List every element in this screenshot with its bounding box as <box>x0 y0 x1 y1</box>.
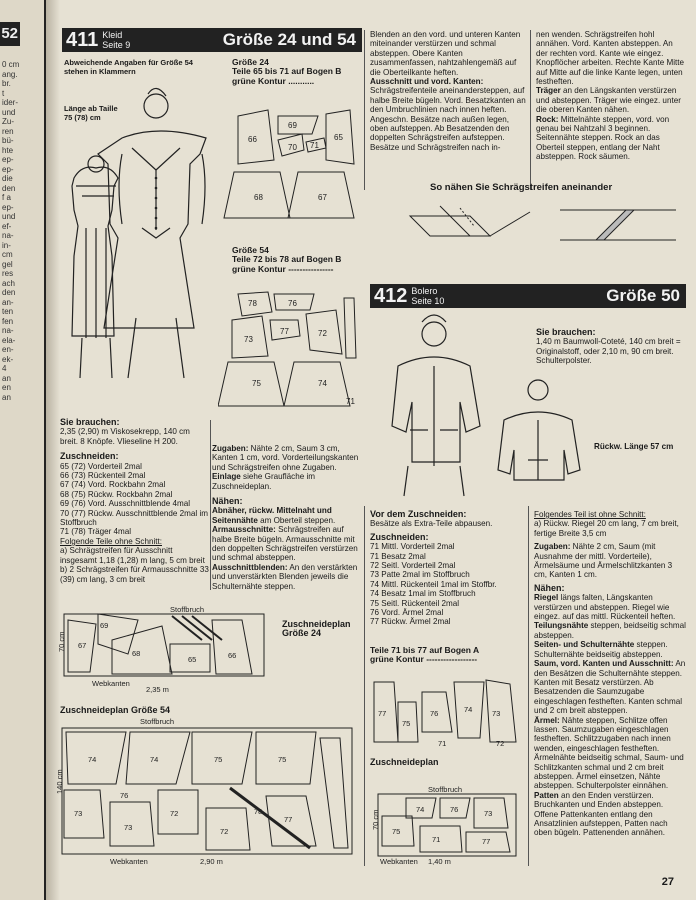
before-cutting-heading: Vor dem Zuschneiden: <box>370 509 467 519</box>
plan412-height: 70 cm <box>371 809 380 830</box>
size-54-piece-label: 76 <box>288 299 297 308</box>
previous-page-fragment: t <box>2 88 5 98</box>
previous-page-fragment: res <box>2 269 14 278</box>
page-number: 27 <box>661 876 674 888</box>
col3-step-text: Schrägstreifenteile aneinandersteppen, auf halbe Breite bügeln. Vord. Besatzkanten an den Umbruchlinien nach innen heften. Angeschn. Besätze nach außen legen, oben aufsteppen. Ab Besatzenden den doppelten Schrägstreifen aufsteppen. Besätze und Schrägstreifen nach in- <box>370 86 526 152</box>
previous-page-fragment: 4 <box>2 364 7 373</box>
no-pattern-item: a) Schrägstreifen für Ausschnitt insgesamt 1,18 (1,28) m lang, 5 cm breit <box>60 546 205 565</box>
cutting-plan-size-24 <box>52 600 278 694</box>
plan24-piece-65: 65 <box>188 655 197 664</box>
size-54-piece-label: 75 <box>252 379 261 388</box>
previous-page-fragment: an <box>2 373 11 383</box>
model-412-parts: Teile 71 bis 77 auf Bogen A <box>370 645 480 655</box>
model-412-pattern-pieces <box>368 672 528 752</box>
no-pattern-list <box>60 546 210 584</box>
plan412-piece-71: 71 <box>432 835 441 844</box>
previous-page-fragment: hte <box>2 145 14 155</box>
previous-page-fragment: ek- <box>2 354 14 364</box>
model-412-contour: grüne Kontur <box>370 654 424 665</box>
plan54-piece-74b: 74 <box>150 755 159 764</box>
model-412-piece-label: 77 <box>378 709 387 718</box>
allowance-heading: Zugaben: <box>212 444 249 453</box>
col3-intro: Blenden an den vord. und unteren Kanten miteinander verstürzen und schmal absteppen. Obere Kanten zusammenfassen, nahtzahlengemäß auf die Oberteilkante heften. <box>370 30 521 77</box>
size-24-piece-label: 69 <box>288 121 297 130</box>
plan54-piece-78: 78 <box>254 807 263 816</box>
model-412-piece-label: 75 <box>402 719 411 728</box>
col3-steps <box>370 77 526 152</box>
allowance-text: Nähte 2 cm, Saum 3 cm, Kanten 1 cm, vord. Vorderteilungskanten und Schrägstreifen ohne Zugaben. <box>212 444 359 472</box>
sewing-412-step <box>534 791 686 838</box>
model-412-back-length: Rückw. Länge 57 cm <box>594 442 674 451</box>
previous-page-fragment: ep- <box>2 202 14 212</box>
size-54-pattern-pieces <box>218 284 360 414</box>
allowance-412-text: Nähte 2 cm, Saum (mit Ausnahme der mittl. Vorderteile), Ärmelsäume und Ärmelschlitzkanten 3 cm, Kanten 1 cm. <box>534 542 673 580</box>
previous-page-fragment: cm <box>2 250 13 259</box>
cutting-list-item: 67 (74) Vord. Rockbahn 2mal <box>60 480 166 490</box>
previous-page-fragment: na- <box>2 326 14 335</box>
materials-heading: Sie brauchen: <box>60 417 120 427</box>
model-411-kind-and-page <box>102 30 130 50</box>
model-412-page-ref: Seite 10 <box>411 296 445 306</box>
column-divider-3 <box>530 30 531 190</box>
model-412-piece-label: 74 <box>464 705 473 714</box>
previous-page-fragment: ten <box>2 307 14 316</box>
model-412-kind-and-page <box>411 286 444 306</box>
previous-page-fragment: ach <box>2 278 15 288</box>
plan54-piece-74a: 74 <box>88 755 97 764</box>
sewing-412-step-heading: Ärmel: <box>534 715 560 725</box>
plan24-width: 2,35 m <box>146 685 169 694</box>
plan24-piece-69: 69 <box>100 621 109 630</box>
model-411-materials <box>60 418 210 584</box>
previous-page-fragment: an <box>2 392 11 402</box>
cutting-412-item: 77 Rückw. Ärmel 2mal <box>370 617 451 627</box>
plan54-piece-73a: 73 <box>74 809 83 818</box>
model-411-header <box>62 28 362 52</box>
size-note-text: Abweichende Angaben für Größe 54 stehen in Klammern <box>64 58 193 77</box>
previous-page-number: 52 <box>0 22 20 46</box>
model-411-size-note <box>64 58 214 77</box>
plan54-piece-75b: 75 <box>278 755 287 764</box>
previous-page-fragment: die <box>2 174 13 183</box>
sewing-step-heading: Armausschnitte: <box>212 525 276 535</box>
model-412-parts-block: Teile 71 bis 77 auf Bogen A grüne Kontur ------------------ <box>370 645 480 665</box>
plan24-piece-68: 68 <box>132 649 141 658</box>
plan54-top-label: Stoffbruch <box>140 718 175 726</box>
plan54-width: 2,90 m <box>200 857 223 866</box>
previous-page-strip <box>0 0 46 900</box>
sewing-412-steps <box>534 593 686 838</box>
model-411-instructions <box>212 444 360 591</box>
size-54-piece-label: 74 <box>318 379 327 388</box>
previous-page-fragment: ren <box>2 126 14 136</box>
size-24-pattern-pieces <box>218 96 360 226</box>
column-divider-1 <box>210 420 211 590</box>
size-24-piece-label: 67 <box>318 193 327 202</box>
previous-page-fragment: Zu- <box>2 117 14 126</box>
sewing-412-step-heading: Seiten- und Schulternähte <box>534 640 635 650</box>
sewing-412-step <box>534 659 686 715</box>
model-412-piece-label: 71 <box>438 739 447 748</box>
previous-page-fragment: f a <box>2 193 11 202</box>
size-24-contour: grüne Kontur <box>232 75 286 86</box>
materials-412-text: 1,40 m Baumwoll-Coteté, 140 cm breit = Originalstoff, oder 2,10 m, 90 cm breit. Schulterpolster. <box>536 337 681 366</box>
plan-24-title-text: Zuschneideplan <box>282 619 351 629</box>
sewing-412-step-text: steppen, beidseitig schmal absteppen. <box>534 621 686 640</box>
no-pattern-item: b) 2 Schrägstreifen für Armausschnitte 33 (39) cm lang, 3 cm breit <box>60 565 209 584</box>
cutting-list-item: 70 (77) Rückw. Ausschnittblende 2mal im Stoffbruch <box>60 508 209 528</box>
size-54-piece-label: 77 <box>280 327 289 336</box>
sewing-412-step <box>534 716 686 791</box>
model-412-kind: Bolero <box>411 286 438 296</box>
sewing-step-heading: Ausschnittblenden: <box>212 562 288 572</box>
previous-page-fragment: an- <box>2 297 14 307</box>
size-24-parts-block: Größe 24 Teile 65 bis 71 auf Bogen B grüne Kontur ........... <box>232 57 342 86</box>
length-value: 75 (78) cm <box>64 113 101 123</box>
previous-page-fragment: na- <box>2 231 14 240</box>
previous-page-fragment: ang. <box>2 69 18 79</box>
model-411-number: 411 <box>66 28 99 51</box>
sewing-412-step-text: Nähte steppen, Schlitze offen lassen. Saumzugaben eingeschlagen festheften. Schlitzzugaben nach innen wenden, eingeschlagen festheften. Ärmelnähte beidseitig schmal, Saum- und Schlitzkanten schmal und 2 cm breit absteppen. Ärmel einsetzen, Nähte absteppen. Schulterpolster einnähen. <box>534 715 684 791</box>
previous-page-fragment: fen <box>2 316 14 326</box>
sewing-412-step-text: längs falten, Längskanten verstürzen und absteppen. Riegel wie eingez. auf das mittl. Rückenteil heften. <box>534 593 676 622</box>
previous-page-fragment: den <box>2 288 16 297</box>
cutting-plan-412-title: Zuschneideplan <box>370 757 439 767</box>
plan24-height: 70 cm <box>57 631 66 652</box>
size-54-piece-label: 71 <box>346 397 355 406</box>
bias-strip-diagram-title: So nähen Sie Schrägstreifen aneinander <box>430 182 613 193</box>
cutting-412-heading: Zuschneiden: <box>370 531 429 542</box>
col3-step <box>370 77 526 152</box>
plan412-fold-label: Stoffbruch <box>428 786 463 794</box>
sewing-412-step-text: steppen. Schulternähte beidseitig absteppen. <box>534 640 668 659</box>
plan412-selvage-label: Webkanten <box>380 857 418 866</box>
sewing-step <box>212 506 360 525</box>
plan54-piece-75a: 75 <box>214 755 223 764</box>
previous-page-fragment: ep- <box>2 164 14 174</box>
plan-54-title-text: Zuschneideplan Größe 54 <box>60 705 171 715</box>
sewing-step-text: Schrägstreifen auf halbe Breite bügeln. Armausschnitte mit den doppelten Schrägstreifen verstürzen und schmal absteppen. <box>212 525 358 563</box>
col4-steps <box>536 86 686 161</box>
previous-page-fragment: gel <box>2 259 13 269</box>
interlining-text: siehe Graufläche im Zuschneideplan. <box>212 472 316 491</box>
bias-strip-diagram <box>370 196 688 256</box>
cutting-412-item: 75 Seitl. Rückenteil 2mal <box>370 598 460 608</box>
model-412-piece-label: 72 <box>496 739 505 748</box>
col4-step-heading: Träger <box>536 86 561 96</box>
model-412-size: Größe 50 <box>606 286 680 305</box>
model-412-piece-label: 76 <box>430 709 439 718</box>
size-24-piece-label: 70 <box>288 143 297 152</box>
sewing-412-step <box>534 593 686 621</box>
previous-page-fragment: und <box>2 212 16 221</box>
plan412-piece-73: 73 <box>484 809 493 818</box>
plan24-piece-67: 67 <box>78 641 87 650</box>
model-412-header <box>370 284 686 308</box>
plan54-piece-77: 77 <box>284 815 293 824</box>
sewing-412-step-heading: Riegel <box>534 593 559 603</box>
plan54-piece-72b: 72 <box>220 827 229 836</box>
model-411-kind: Kleid <box>102 30 123 40</box>
size-24-parts: Teile 65 bis 71 auf Bogen B <box>232 66 342 77</box>
plan54-piece-72a: 72 <box>170 809 179 818</box>
size-24-piece-label: 71 <box>310 141 319 150</box>
col3-step-heading: Ausschnitt und vord. Kanten: <box>370 77 484 87</box>
cutting-plan-size-54 <box>50 718 360 868</box>
cutting-list-item: 71 (78) Träger 4mal <box>60 527 132 537</box>
allowance-412-heading: Zugaben: <box>534 542 571 552</box>
cutting-list <box>60 462 210 537</box>
plan412-width: 1,40 m <box>428 857 451 866</box>
cutting-list-item: 68 (75) Rückw. Rockbahn 2mal <box>60 489 173 499</box>
size-54-piece-label: 78 <box>248 299 257 308</box>
model-412-piece-label: 73 <box>492 709 501 718</box>
model-412-instructions <box>534 510 686 838</box>
cutting-412-list <box>370 542 526 627</box>
sewing-step <box>212 563 360 591</box>
sewing-412-step-heading: Saum, vord. Kanten und Ausschnitt: <box>534 659 674 669</box>
cutting-412-item: 76 Vord. Ärmel 2mal <box>370 608 444 618</box>
size-54-title: Größe 54 <box>232 245 269 255</box>
cutting-list-item: 69 (76) Vord. Ausschnittblende 4mal <box>60 499 191 509</box>
length-label: Länge ab Taille <box>64 104 118 113</box>
col4-step-text: Mittelnähte steppen, vord. von genau bei Nahtzahl 3 beginnen. Seitennähte steppen. Rock an das Oberteil steppen, entlang der Naht absteppen. Rock säumen. <box>536 114 670 162</box>
cutting-list-item: 66 (73) Rückenteil 2mal <box>60 471 146 481</box>
size-54-piece-label: 73 <box>244 335 253 344</box>
column-divider-2 <box>364 30 365 190</box>
previous-page-fragment: en- <box>2 345 14 354</box>
sewing-412-step-heading: Teilungsnähte <box>534 621 589 631</box>
materials-412-heading: Sie brauchen: <box>536 327 596 337</box>
col4-step-text: an den Längskanten verstürzen und absteppen. Träger wie eingez. unter die oberen Kanten nähen. <box>536 86 681 115</box>
plan24-selvage-label: Webkanten <box>92 679 130 688</box>
interlining-heading: Einlage <box>212 472 241 482</box>
plan-24-size-text: Größe 24 <box>282 628 322 639</box>
column-divider-5 <box>528 506 529 866</box>
cutting-412-item: 71 Besatz 2mal <box>370 551 426 561</box>
size-54-contour: grüne Kontur <box>232 263 286 274</box>
previous-page-fragment: 0 cm <box>2 60 20 69</box>
sewing-step-text: An den verstärkten und unverstärkten Blenden jeweils die Schulternähte steppen. <box>212 562 358 591</box>
previous-page-fragment: den <box>2 183 16 193</box>
cutting-412-item: 72 Seitl. Vorderteil 2mal <box>370 561 456 571</box>
col4-step <box>536 86 686 114</box>
sewing-412-step-text: An den Besätzen die Schulternähte steppen. Kanten mit Besatz verstürzen. Ab Besatzenden die Saumzugabe eingeschlagen festheften. Kanten schmal und 2 cm breit absteppen. <box>534 659 686 716</box>
plan24-fold-label: Stoffbruch <box>170 605 205 614</box>
cutting-plan-54-title <box>60 706 260 715</box>
sewing-412-step <box>534 640 686 659</box>
model-412-materials <box>536 328 686 366</box>
cutting-heading: Zuschneiden: <box>60 451 119 462</box>
previous-page-fragment: ep- <box>2 155 14 164</box>
plan54-selvage-label: Webkanten <box>110 857 148 866</box>
model-412-cutting <box>370 510 526 627</box>
plan412-piece-76: 76 <box>450 805 459 814</box>
sewing-412-heading: Nähen: <box>534 582 565 593</box>
sewing-step <box>212 525 360 563</box>
no-pattern-412-text: a) Rückw. Riegel 20 cm lang, 7 cm breit, fertige Breite 3,5 cm <box>534 519 679 538</box>
previous-page-fragment: ider- <box>2 98 19 107</box>
previous-page-fragment: bü- <box>2 136 14 145</box>
previous-page-fragment: in- <box>2 240 11 250</box>
materials-text: 2,35 (2,90) m Viskosekrepp, 140 cm breit. 8 Knöpfe. Vlieseline H 200. <box>60 427 190 446</box>
plan54-piece-73b: 73 <box>124 823 133 832</box>
col4-step-heading: Rock: <box>536 114 559 124</box>
cutting-plan-24-title <box>282 620 362 639</box>
sewing-412-step <box>534 621 686 640</box>
size-24-piece-label: 66 <box>248 135 257 144</box>
model-411-continued-col3 <box>370 30 526 152</box>
size-24-title: Größe 24 <box>232 57 269 67</box>
cutting-list-item: 65 (72) Vorderteil 2mal <box>60 461 142 471</box>
previous-page-fragment: ef- <box>2 221 12 231</box>
col4-intro: nen wenden. Schrägstreifen hohl annähen. Vord. Kanten absteppen. An der rechten vord. Kante wie eingez. Knopflöcher arbeiten. Rechte Kante Mitte auf Mitte auf die linke Kante legen, unten festheften. <box>536 30 685 87</box>
cutting-412-item: 74 Besatz 1mal im Stoffbruch <box>370 589 476 599</box>
plan24-piece-66: 66 <box>228 651 237 660</box>
size-54-parts: Teile 72 bis 78 auf Bogen B <box>232 254 342 265</box>
size-54-parts-block: Größe 54 Teile 72 bis 78 auf Bogen B grüne Kontur ---------------- <box>232 245 342 274</box>
size-24-piece-label: 68 <box>254 193 263 202</box>
plan54-height: 140 cm <box>55 769 64 794</box>
sewing-412-step-text: an den Enden verstürzen. Bruchkanten und Enden absteppen. Offene Pattenkanten entlang den Ansatzlinien aufsteppen, Patten nach oben bügeln. Pattenenden annähen. <box>534 790 668 838</box>
previous-page-text-fragments <box>2 60 42 402</box>
column-divider-4 <box>364 506 365 866</box>
cutting-412-item: 73 Patte 2mal im Stoffbruch <box>370 570 470 580</box>
no-pattern-412-heading: Folgendes Teil ist ohne Schnitt: <box>534 510 646 519</box>
previous-page-fragment: ela- <box>2 335 16 345</box>
plan412-piece-75: 75 <box>392 827 401 836</box>
dress-411-illustration <box>52 78 212 408</box>
col4-step <box>536 115 686 162</box>
plan412-piece-74: 74 <box>416 805 425 814</box>
sewing-412-step-heading: Patten <box>534 790 559 800</box>
sewing-heading: Nähen: <box>212 496 243 507</box>
sewing-step-text: am Oberteil steppen. <box>257 515 336 525</box>
sewing-step-heading: Abnäher, rückw. Mittelnaht und Seitennähte <box>212 506 332 525</box>
plan54-piece-76: 76 <box>120 791 129 800</box>
size-54-piece-label: 72 <box>318 329 327 338</box>
model-411-continued-col4 <box>536 30 686 162</box>
cutting-412-item: 71 Mittl. Vorderteil 2mal <box>370 542 455 552</box>
no-pattern-heading: Folgende Teile ohne Schnitt: <box>60 536 162 546</box>
previous-page-fragment: und <box>2 107 16 117</box>
model-411-page-ref: Seite 9 <box>102 40 131 50</box>
cutting-plan-412 <box>366 786 528 866</box>
previous-page-fragment: br. <box>2 79 11 88</box>
previous-page-fragment: en <box>2 383 11 392</box>
model-412-number: 412 <box>374 284 408 307</box>
size-24-piece-label: 65 <box>334 133 343 142</box>
plan412-piece-77: 77 <box>482 837 491 846</box>
before-cutting-text: Besätze als Extra-Teile abpausen. <box>370 519 493 529</box>
sewing-steps <box>212 506 360 591</box>
model-411-size: Größe 24 und 54 <box>222 30 356 49</box>
cutting-412-item: 74 Mittl. Rückenteil 1mal im Stoffbr. <box>370 579 497 589</box>
